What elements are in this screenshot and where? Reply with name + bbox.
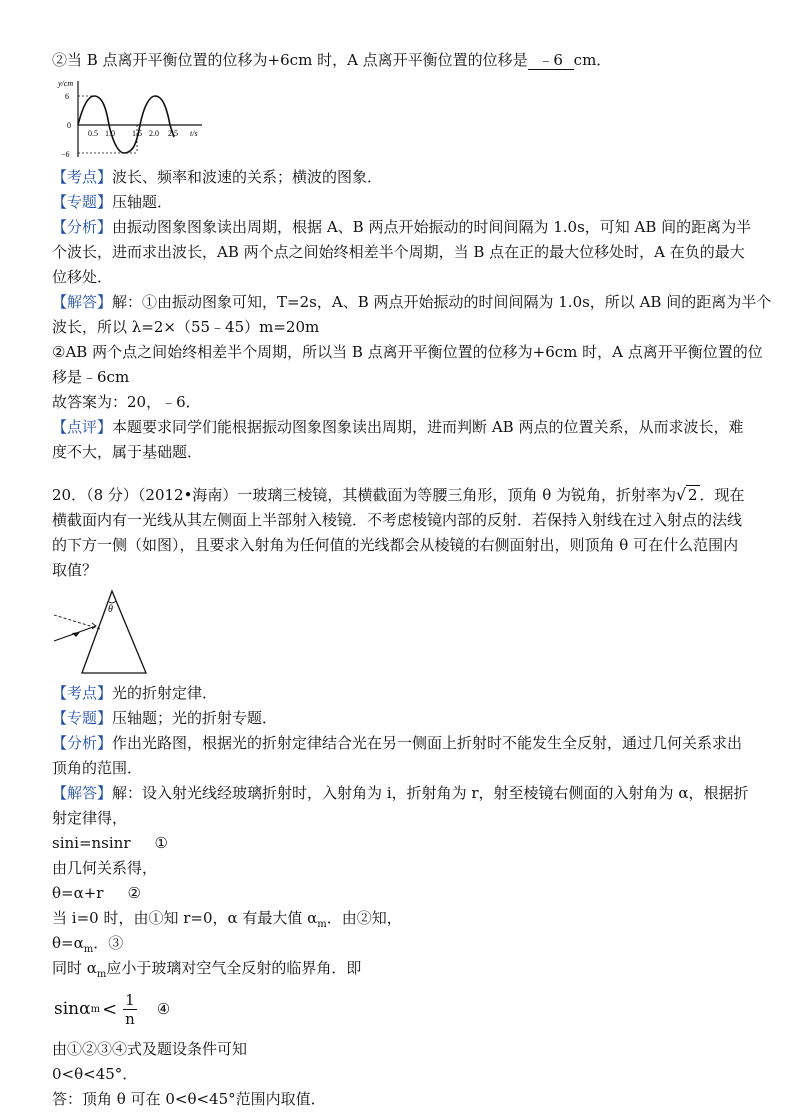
q19-jieda-text-1: 解：①由振动图象可知，T=2s，A、B 两点开始振动的时间间隔为 1.0s，所以 AB 间的距离为半个 [112,293,772,311]
q20-jieda-l1: 【解答】解：设入射光线经玻璃折射时，入射角为 i，折射角为 r，射至棱镜右侧面的入射角为 α，根据折 [52,784,749,802]
q20-fenxi-l2: 顶角的范围． [52,759,143,777]
prism-figure-svg [52,589,212,675]
q20-eq4-op: < [102,998,118,1020]
graph-x-tick-1-0: 1.0 [105,129,115,138]
q20-stem-l3: 的下方一侧（如图），且要求入射角为任何值的光线都会从棱镜的右侧面射出，则顶角 θ 可在什么范围内 [52,536,739,554]
q20-eq2-line [52,881,762,906]
q19-kaodian-tag: 考点 [67,168,98,186]
q19-fenxi-l3: 位移处． [52,268,113,286]
q20-eq1-mark: ① [154,834,168,852]
q20-eq3-line [52,931,762,956]
q19-jieda-l4: 移是﹣6cm [52,368,130,386]
graph-x-tick-2-0: 2.0 [149,129,159,138]
q20-jieda-l2: 射定律得， [52,809,128,827]
prism-angle-mark [92,623,96,629]
graph-x-tick-2-5: 2.5 [168,129,178,138]
sqrt-two [676,483,700,508]
q20-stem-text-1-post: ．现在 [699,486,745,504]
q19-dianping-l1: 【点评】本题要求同学们能根据振动图象图象读出周期，进而判断 AB 两点的位置关系，从而求波长，难 [52,418,744,436]
q20-stem-l2: 横截面内有一光线从其左侧面上半部射入棱镜．不考虑棱镜内部的反射．若保持入射线在过入射点的法线 [52,511,743,529]
q19-jieda-l5: 故答案为：20，﹣6． [52,393,201,411]
q20-fenxi-l1: 【分析】作出光路图，根据光的折射定律结合光在另一侧面上折射时不能发生全反射，通过几何关系求出 [52,734,743,752]
graph-y-label: y/cm [58,79,74,88]
q20-stem-l1 [52,483,762,508]
q19-kaodian: 【考点】波长、频率和波速的关系；横波的图象． [52,168,383,186]
q19-jieda-l1: 【解答】解：①由振动图象可知，T=2s，A、B 两点开始振动的时间间隔为 1.0s，所以 AB 间的距离为半个 [52,293,772,311]
q20-jieda-l7: 0<θ<45°． [52,1065,138,1083]
q20-l4-pre: 当 i=0 时，由①知 r=0，α 有最大值 α [52,909,318,927]
q20-kaodian-text: 光的折射定律． [112,684,218,702]
q20-l5-pre: 同时 α [52,959,97,977]
q20-l4-sub: m [317,919,327,930]
q19-dianping-l2: 度不大，属于基础题． [52,443,203,461]
q19-fenxi-l1: 【分析】由振动图象图象读出周期，根据 A、B 两点开始振动的时间间隔为 1.0s，可知 AB 间的距离为半 [52,218,752,236]
prism-triangle [82,591,146,673]
q20-eq4 [54,983,762,1035]
q19-fenxi-tag: 分析 [67,218,98,236]
q19-part2-suffix: cm． [573,51,612,69]
q19-dianping-text-1: 本题要求同学们能根据振动图象图象读出周期，进而判断 AB 两点的位置关系，从而求波长，难 [112,418,744,436]
q19-zhuanti-text: 压轴题． [112,193,173,211]
q20-jieda-l8: 答：顶角 θ 可在 0<θ<45°范围内取值． [52,1090,326,1108]
q19-dianping-tag: 点评 [67,418,98,436]
q20-jieda-text-1: 解：设入射光线经玻璃折射时，入射角为 i，折射角为 r，射至棱镜右侧面的入射角为 α，根据折 [112,784,749,802]
q19-zhuanti: 【专题】压轴题． [52,193,173,211]
graph-y-tick-neg6: −6 [61,150,70,159]
q19-kaodian-text: 波长、频率和波速的关系；横波的图象． [112,168,383,186]
graph-x-tick-0-5: 0.5 [88,129,98,138]
graph-x-label: t/s [190,129,198,138]
q20-eq2-mark: ② [127,884,141,902]
q20-jieda-tag: 解答 [67,784,98,802]
q20-fenxi-text-1: 作出光路图，根据光的折射定律结合光在另一侧面上折射时不能发生全反射，通过几何关系求出 [112,734,743,752]
q19-fenxi-text-1: 由振动图象图象读出周期，根据 A、B 两点开始振动的时间间隔为 1.0s，可知 AB 间的距离为半 [112,218,752,236]
q20-eq3-post: ．③ [93,934,124,952]
q19-answer-blank: ﹣6 [528,51,574,70]
q20-eq1: sini=nsinr [52,834,131,852]
graph-x-tick-1-5: 1.5 [132,129,142,138]
q20-zhuanti-text: 压轴题；光的折射专题． [112,709,278,727]
q20-zhuanti-tag: 专题 [67,709,98,727]
q20-eq3-sub: m [83,944,94,955]
q20-l4-post: ．由②知， [326,909,402,927]
q20-jieda-l5 [52,956,762,981]
q20-eq2: θ=α+r [52,884,104,902]
q20-eq4-fraction [123,991,137,1028]
q19-fenxi-l2: 个波长，进而求出波长，AB 两个点之间始终相差半个周期，当 B 点在正的最大位移处时，A 在负的最大 [52,243,745,261]
graph-y-tick-0: 0 [67,121,71,130]
q20-eq4-mark: ④ [156,999,171,1018]
vibration-graph [52,77,762,159]
q20-eq4-lhs: sinα [54,998,91,1019]
q20-stem-l4: 取值？ [52,561,98,579]
sqrt-sign-icon: √ [676,485,687,504]
q20-zhuanti: 【专题】压轴题；光的折射专题． [52,709,278,727]
graph-y-tick-6: 6 [65,92,69,101]
q20-fenxi-tag: 分析 [67,734,98,752]
prism-figure [52,589,762,675]
q20-l5-post: 应小于玻璃对空气全反射的临界角．即 [106,959,362,977]
q20-jieda-l4 [52,906,762,931]
q20-jieda-l3: 由几何关系得， [52,859,158,877]
q19-jieda-l3: ②AB 两个点之间始终相差半个周期，所以当 B 点离开平衡位置的位移为+6cm 时，A 点离开平衡位置的位 [52,343,763,361]
vibration-graph-svg [52,77,212,159]
q19-part2-prefix: ②当 B 点离开平衡位置的位移为+6cm 时，A 点离开平衡位置的位移是 [52,51,528,69]
q19-zhuanti-tag: 专题 [67,193,98,211]
q20-eq4-num: 1 [125,990,135,1009]
q20-eq4-den: n [125,1009,135,1028]
q20-eq3-pre: θ=α [52,934,84,952]
q20-kaodian-tag: 考点 [67,684,98,702]
q20-eq1-line [52,831,762,856]
q20-l5-sub: m [96,969,107,980]
prism-apex-arc [108,601,116,603]
q20-jieda-l6: 由①②③④式及题设条件可知 [52,1040,248,1058]
q20-eq4-sub: m [90,1003,101,1015]
document-page [52,48,772,1112]
q19-jieda-tag: 解答 [67,293,98,311]
q20-kaodian: 【考点】光的折射定律． [52,684,218,702]
q19-jieda-l2: 波长，所以 λ=2×（55﹣45）m=20m [52,318,320,336]
prism-theta-label: θ [108,604,113,615]
sqrt-radicand: 2 [688,486,698,504]
q20-stem-text-1: 20．（8 分）（2012•海南）一玻璃三棱镜，其横截面为等腰三角形，顶角 θ 为锐角，折射率为 [52,486,676,504]
q19-part2-line [52,48,762,73]
section-spacer [52,465,762,483]
